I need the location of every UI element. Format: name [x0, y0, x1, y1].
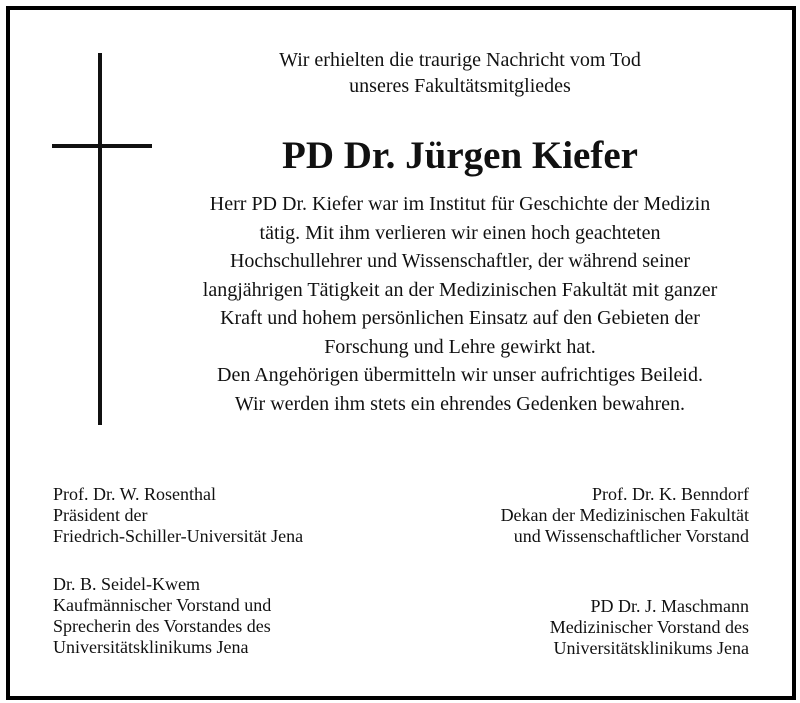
signatory-role-line: Universitätsklinikums Jena — [53, 637, 249, 657]
signatory-name: PD Dr. J. Maschmann — [590, 596, 749, 616]
signatory-role-line: Universitätsklinikums Jena — [553, 638, 749, 658]
signatory-role-line: Dekan der Medizinischen Fakultät — [500, 505, 749, 525]
body-line: Hochschullehrer und Wissenschaftler, der während seiner — [229, 250, 691, 272]
cross-vertical-bar — [98, 53, 102, 425]
body-line: Herr PD Dr. Kiefer war im Institut für Geschichte der Medizin — [209, 193, 711, 215]
signatory-seidel-kwem — [53, 574, 271, 658]
signatory-name: Prof. Dr. W. Rosenthal — [53, 484, 217, 504]
signatory-role-line: Friedrich-Schiller-Universität Jena — [53, 526, 304, 546]
signatory-role-line: und Wissenschaftlicher Vorstand — [513, 526, 749, 546]
intro-line: Wir erhielten die traurige Nachricht vom Tod — [279, 49, 641, 71]
signatory-role-line: Sprecherin des Vorstandes des — [53, 616, 271, 636]
body-line: Wir werden ihm stets ein ehrendes Gedenken bewahren. — [234, 392, 686, 415]
signatory-name: Dr. B. Seidel-Kwem — [53, 574, 200, 594]
intro-text — [160, 47, 760, 99]
obituary-body — [160, 190, 760, 418]
intro-line: unseres Fakultätsmitgliedes — [349, 75, 571, 97]
signatory-name: Prof. Dr. K. Benndorf — [592, 484, 749, 504]
signatory-role-line: Medizinischer Vorstand des — [549, 617, 749, 637]
body-line: Den Angehörigen übermitteln wir unser aufrichtiges Beileid. — [217, 364, 703, 386]
deceased-name: PD Dr. Jürgen Kiefer — [282, 134, 638, 177]
body-line: Kraft und hohem persönlichen Einsatz auf den Gebieten der — [220, 307, 700, 329]
body-line: Forschung und Lehre gewirkt hat. — [324, 335, 596, 358]
signatory-rosenthal — [53, 484, 303, 547]
cross-horizontal-bar — [52, 144, 152, 148]
signatory-role-line: Kaufmännischer Vorstand und — [53, 595, 272, 615]
signatory-role-line: Präsident der — [53, 505, 148, 525]
signatory-maschmann — [550, 596, 749, 659]
signatory-benndorf — [501, 484, 749, 547]
body-line: tätig. Mit ihm verlieren wir einen hoch geachteten — [259, 221, 661, 244]
body-line: langjährigen Tätigkeit an der Medizinischen Fakultät mit ganzer — [202, 278, 718, 301]
